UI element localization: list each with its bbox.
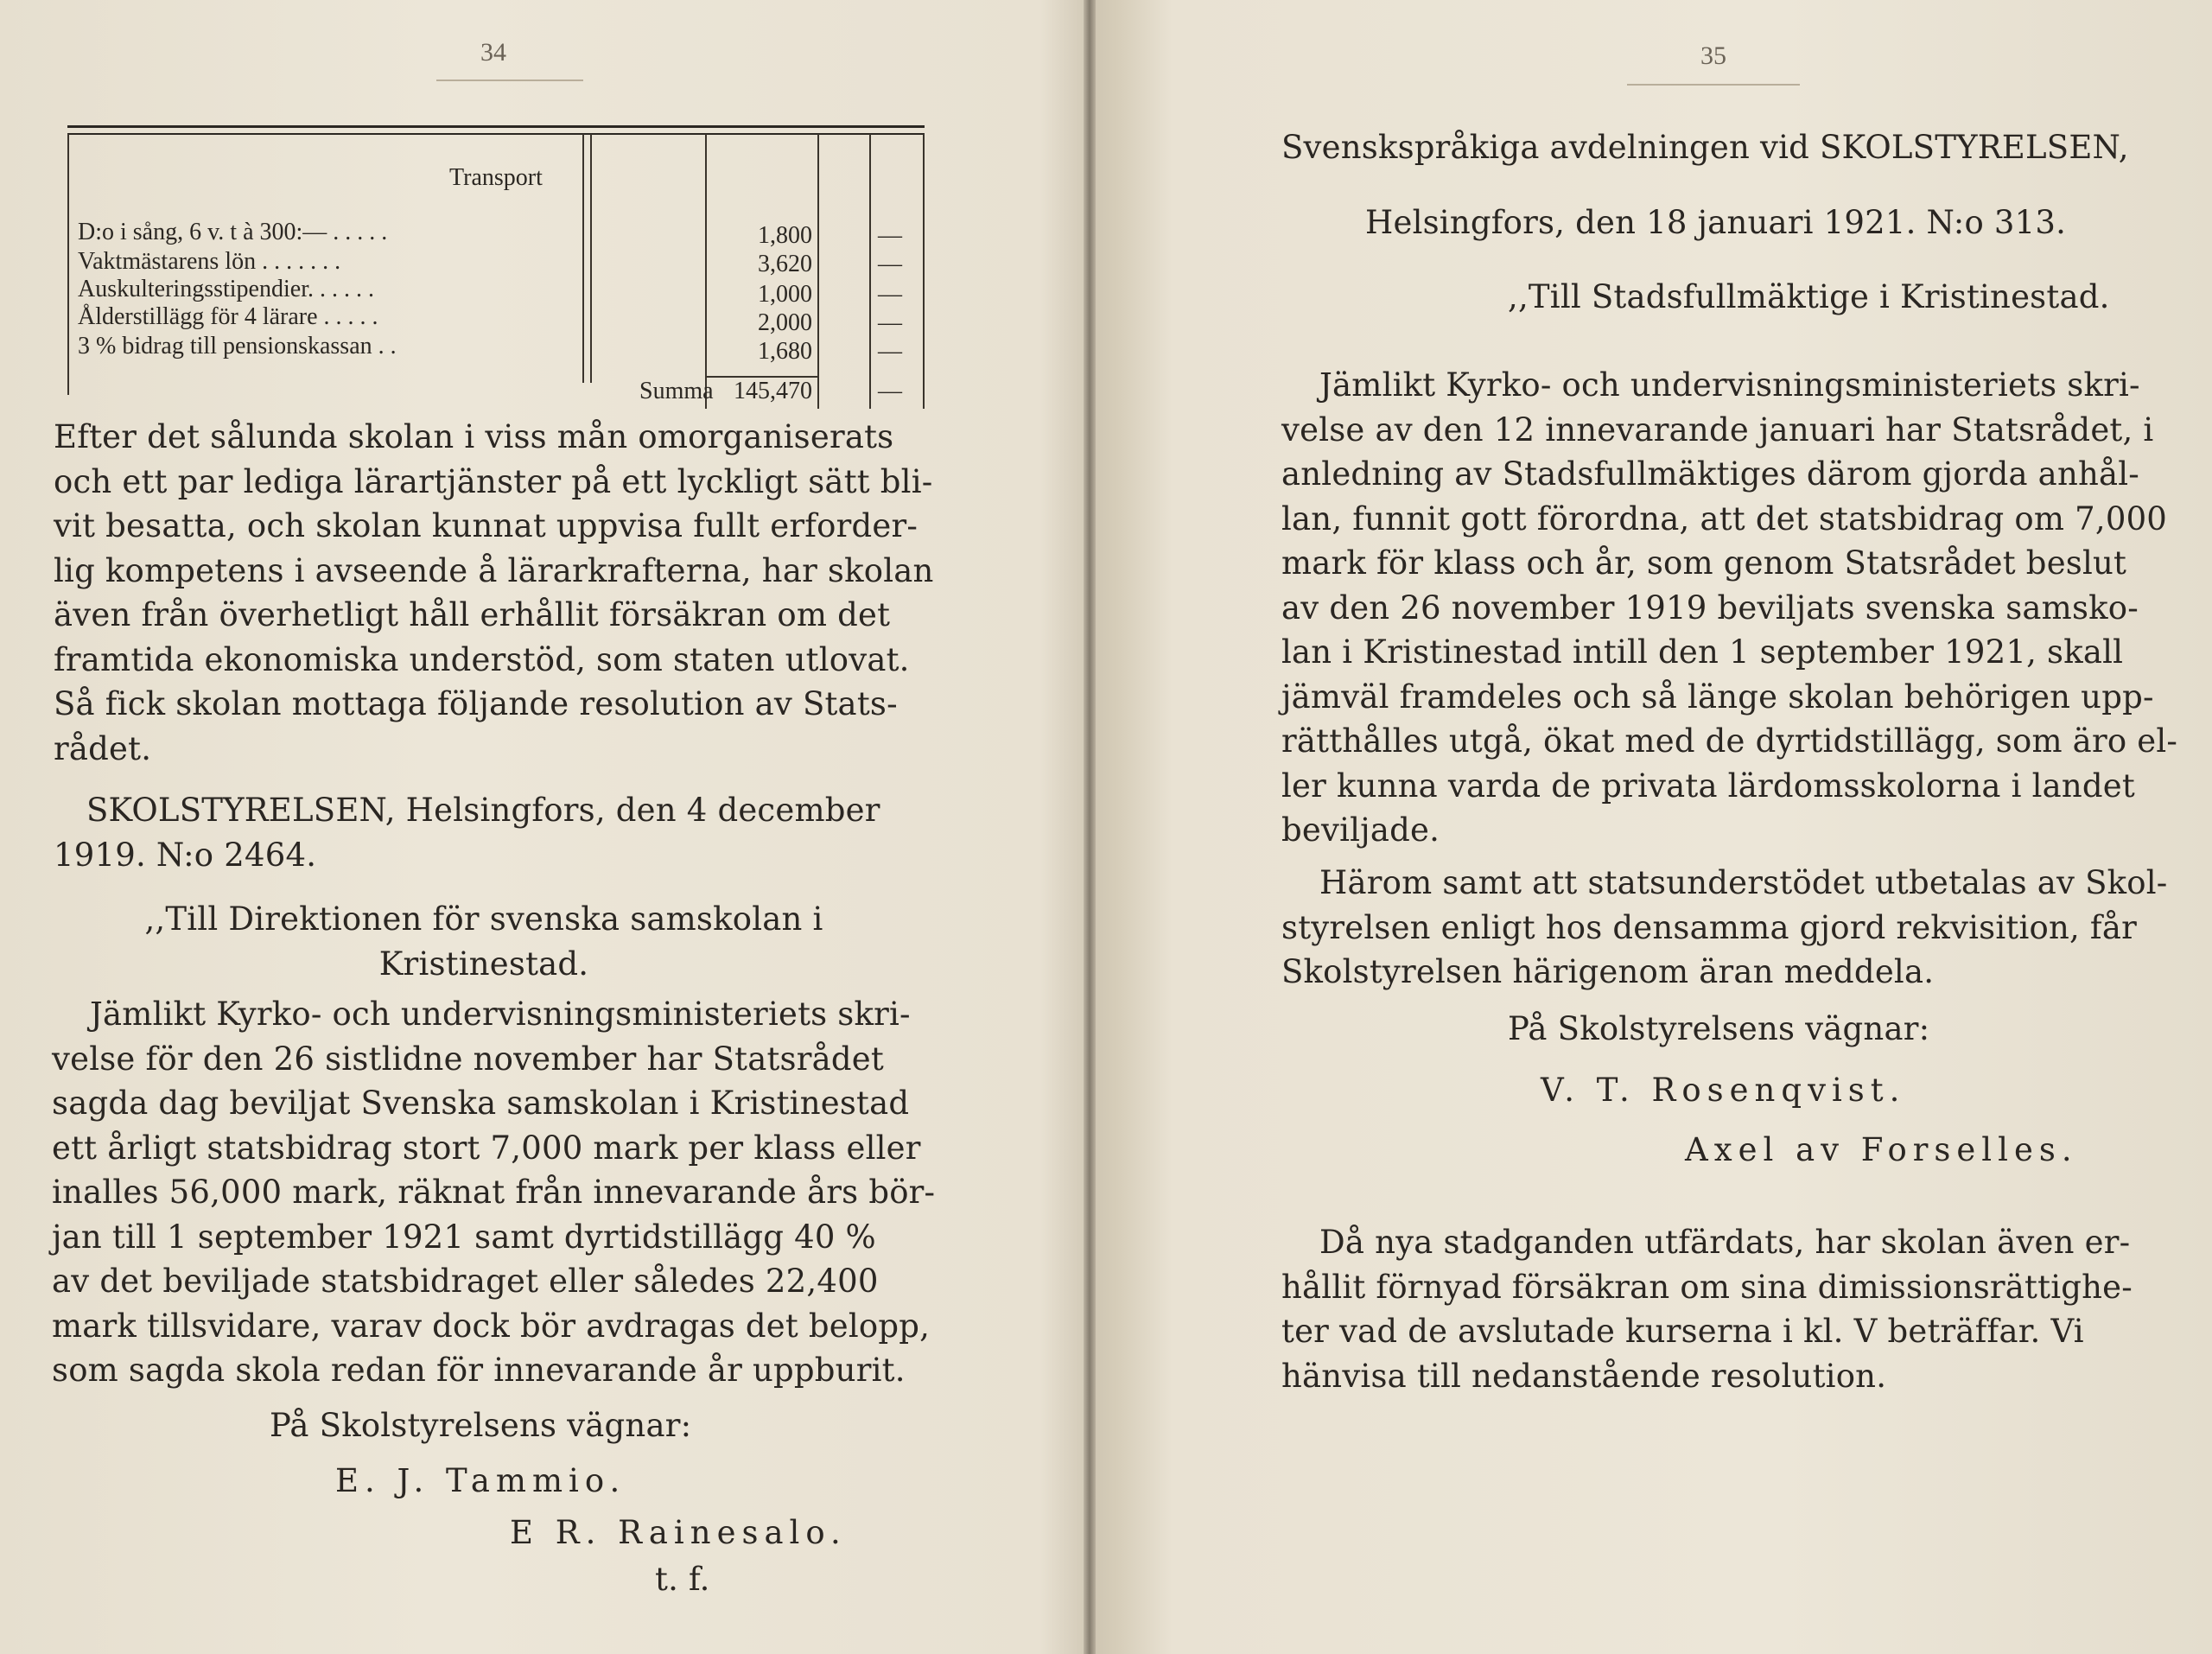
left-address [52, 897, 916, 986]
ledger-row-dash: — [878, 338, 902, 365]
ledger-sum-dash: — [878, 378, 902, 404]
ledger-row-dash: — [878, 251, 902, 277]
text-line: även från överhetligt håll erhållit försäkran om det [54, 596, 891, 633]
text-line: sagda dag beviljat Svenska samskolan i Kristinestad [52, 1085, 910, 1122]
right-paragraph-3 [1281, 1220, 2154, 1398]
ledger-transport-label: Transport [449, 164, 543, 191]
text-line: rådet. [54, 729, 152, 767]
ledger-table [67, 125, 925, 410]
right-signature-2: Axel av Forselles. [1685, 1131, 2078, 1168]
ledger-column-line [590, 134, 592, 383]
text-line: Härom samt att statsunderstödet utbetalas av Skol- [1319, 864, 2168, 901]
right-place-line: Helsingfors, den 18 januari 1921. N:o 313. [1365, 204, 2067, 241]
left-page [0, 0, 1087, 1654]
text-line: velse av den 12 innevarande januari har Statsrådet, i [1281, 410, 2154, 448]
ledger-border-left [67, 134, 69, 395]
text-line: ett årligt statsbidrag stort 7,000 mark per klass eller [52, 1129, 921, 1167]
right-page [1093, 0, 2212, 1654]
ledger-rule [67, 133, 925, 135]
ledger-row-label: Auskulteringsstipendier. . . . . . [78, 276, 374, 302]
ledger-row-label: 3 % bidrag till pensionskassan . . [78, 333, 397, 359]
ledger-row-amount: 3,620 [758, 251, 812, 277]
left-heading [54, 788, 933, 877]
text-line: som sagda skola redan för innevarande år uppburit. [52, 1352, 906, 1389]
ledger-column-line [705, 134, 707, 409]
text-line: ler kunna varda de privata lärdomsskolorna i landet [1281, 767, 2135, 805]
text-line: beviljade. [1281, 811, 1440, 849]
text-line: lan, funnit gott förordna, att det statsbidrag om 7,000 [1281, 499, 2168, 538]
ledger-row-amount: 1,000 [758, 281, 812, 308]
right-address-line: ,,Till Stadsfullmäktige i Kristinestad. [1508, 278, 2110, 315]
right-paragraph-2 [1281, 861, 2168, 995]
text-line: av det beviljade statsbidraget eller således 22,400 [52, 1263, 879, 1300]
heading-line: 1919. N:o 2464. [54, 836, 317, 874]
text-line: inalles 56,000 mark, räknat från innevarande års bör- [52, 1174, 936, 1211]
ledger-border-right [923, 134, 925, 409]
text-line: rätthålles utgå, ökat med de dyrtidstillägg, som äro el- [1281, 722, 2178, 760]
text-line: av den 26 november 1919 beviljats svenska samsko- [1281, 588, 2139, 627]
text-line: lan i Kristinestad intill den 1 september 1921, skall [1281, 633, 2124, 671]
address-line: Kristinestad. [378, 945, 589, 983]
right-paragraph-1 [1281, 363, 2178, 853]
text-line: hänvisa till nedanstående resolution. [1281, 1357, 1887, 1395]
ledger-row-amount: 1,800 [758, 222, 812, 249]
ledger-row-dash: — [878, 309, 902, 336]
text-line: mark för klass och år, som genom Statsrådet beslut [1281, 544, 2127, 582]
ledger-column-line [817, 134, 819, 409]
ledger-row-label: Ålderstillägg för 4 lärare . . . . . [78, 303, 378, 330]
ledger-rule [67, 125, 925, 128]
ledger-row-amount: 2,000 [758, 309, 812, 336]
text-line: Jämlikt Kyrko- och undervisningsministeriets skri- [90, 996, 911, 1033]
page-number-right: 35 [1700, 41, 1726, 70]
right-closing: På Skolstyrelsens vägnar: [1508, 1010, 1930, 1047]
left-paragraph-2 [52, 992, 936, 1393]
right-header-line: Svenskspråkiga avdelningen vid SKOLSTYRELSEN, [1281, 129, 2129, 166]
text-line: framtida ekonomiska understöd, som staten utlovat. [54, 640, 910, 678]
text-line: hållit förnyad försäkran om sina dimissionsrättighe- [1281, 1268, 2133, 1306]
text-line: Jämlikt Kyrko- och undervisningsministeriets skri- [1319, 366, 2140, 404]
address-line: ,,Till Direktionen för svenska samskolan i [144, 900, 823, 938]
text-line: Skolstyrelsen härigenom äran meddela. [1281, 953, 1935, 990]
left-signature-note: t. f. [655, 1561, 710, 1598]
left-closing: På Skolstyrelsens vägnar: [270, 1407, 692, 1444]
text-line: Så fick skolan mottaga följande resolution av Stats- [54, 685, 898, 722]
ledger-row-label: Vaktmästarens lön . . . . . . . [78, 248, 341, 275]
ledger-row-dash: — [878, 281, 902, 308]
left-signature-1: E. J. Tammio. [335, 1462, 626, 1499]
ledger-row-dash: — [878, 222, 902, 249]
text-line: och ett par lediga lärartjänster på ett lyckligt sätt bli- [54, 462, 933, 500]
ledger-row-amount: 1,680 [758, 338, 812, 365]
text-line: styrelsen enligt hos densamma gjord rekvisition, får [1281, 908, 2137, 946]
left-paragraph-1 [54, 415, 934, 771]
right-signature-1: V. T. Rosenqvist. [1541, 1072, 1906, 1109]
text-line: velse för den 26 sistlidne november har Statsrådet [52, 1040, 884, 1078]
page-number-rule [1627, 84, 1800, 86]
text-line: jämväl framdeles och så länge skolan behörigen upp- [1281, 678, 2154, 716]
ledger-sum-label: Summa [639, 378, 714, 404]
text-line: vit besatta, och skolan kunnat uppvisa fullt erforder- [54, 507, 918, 544]
text-line: lig kompetens i avseende å lärarkrafterna, har skolan [54, 551, 934, 589]
text-line: anledning av Stadsfullmäktiges därom gjorda anhål- [1281, 455, 2139, 493]
left-signature-2: E R. Rainesalo. [510, 1514, 847, 1551]
ledger-row-label: D:o i sång, 6 v. t à 300:— . . . . . [78, 219, 388, 245]
heading-line: SKOLSTYRELSEN, Helsingfors, den 4 december [86, 792, 880, 829]
page-number-rule [436, 80, 583, 81]
text-line: mark tillsvidare, varav dock bör avdragas det belopp, [52, 1307, 931, 1345]
text-line: ter vad de avslutade kurserna i kl. V beträffar. Vi [1281, 1313, 2084, 1350]
page-number-left: 34 [480, 38, 506, 67]
text-line: Efter det sålunda skolan i viss mån omorganiserats [54, 418, 894, 455]
text-line: Då nya stadganden utfärdats, har skolan även er- [1319, 1224, 2131, 1261]
text-line: jan till 1 september 1921 samt dyrtidstillägg 40 % [52, 1218, 876, 1256]
ledger-column-line [582, 134, 584, 383]
ledger-column-line [869, 134, 871, 409]
ledger-sum-amount: 145,470 [734, 378, 812, 404]
